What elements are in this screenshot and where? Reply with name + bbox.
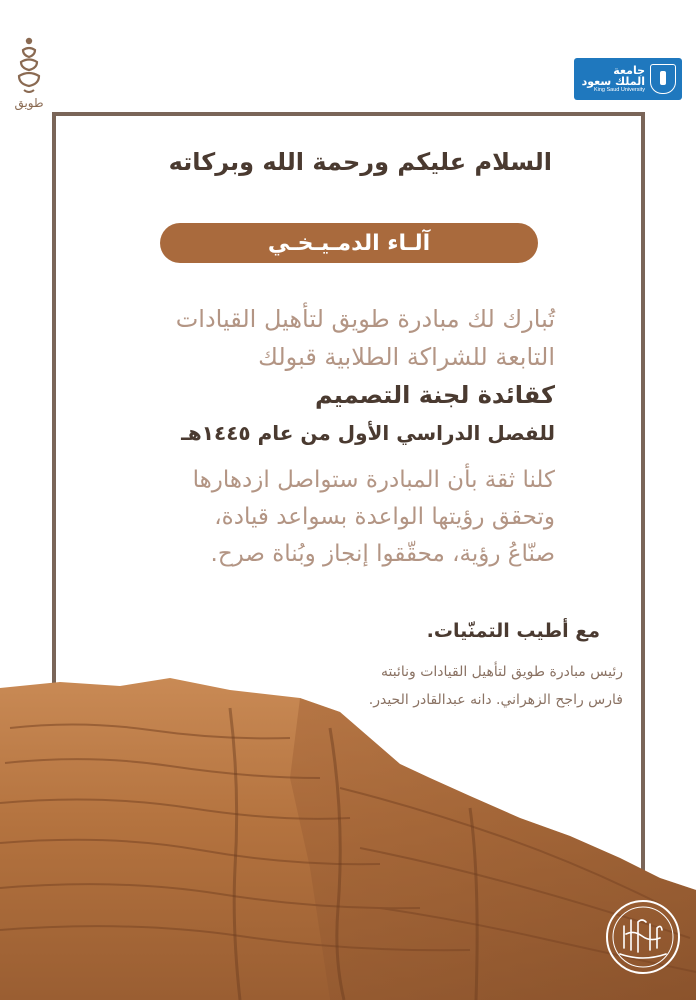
recipient-name: آلـاء الدمـيـخـي	[267, 230, 431, 256]
university-name-ar-line2: الملك سعود	[581, 75, 645, 89]
recipient-name-badge	[160, 223, 538, 263]
paragraph2-line3: صنّاعُ رؤية، محقّقوا إنجاز وبُناة صرح.	[210, 541, 555, 567]
paragraph1-line3-role: كقائدة لجنة التصميم	[314, 381, 555, 409]
paragraph2-line1: كلنا ثقة بأن المبادرة ستواصل ازدهارها	[192, 467, 555, 493]
closing-line: مع أطيب التمنّيات.	[426, 620, 600, 642]
tuwaiq-logo	[8, 36, 50, 116]
paragraph1-line1: تُبارك لك مبادرة طويق لتأهيل القيادات	[175, 305, 555, 333]
tuwaiq-mark-icon	[16, 36, 42, 94]
signature-line2: فارس راجح الزهراني. دانه عبدالقادر الحيدر.	[368, 692, 623, 708]
greeting-heading: السلام عليكم ورحمة الله وبركاته	[168, 148, 552, 176]
acceptance-paragraph	[130, 300, 555, 452]
king-saud-university-logo	[574, 58, 682, 100]
paragraph1-line2: التابعة للشراكة الطلابية قبولك	[258, 343, 555, 371]
cliff-rocks-illustration	[0, 668, 696, 1000]
calligraphy-seal-icon	[604, 898, 682, 976]
tuwaiq-wordmark: طويق	[14, 96, 44, 110]
signature-line1: رئيس مبادرة طويق لتأهيل القيادات ونائبته	[380, 664, 623, 680]
paragraph1-line4-term: للفصل الدراسي الأول من عام ١٤٤٥هـ	[181, 421, 555, 445]
university-name	[582, 65, 645, 94]
confidence-paragraph	[130, 462, 555, 573]
paragraph2-line2: وتحقق رؤيتها الواعدة بسواعد قيادة،	[214, 504, 555, 530]
university-name-en: King Saud University	[593, 86, 645, 93]
palm-swords-emblem-icon	[650, 64, 676, 94]
university-name-ar-line1: جامعة	[613, 63, 645, 77]
